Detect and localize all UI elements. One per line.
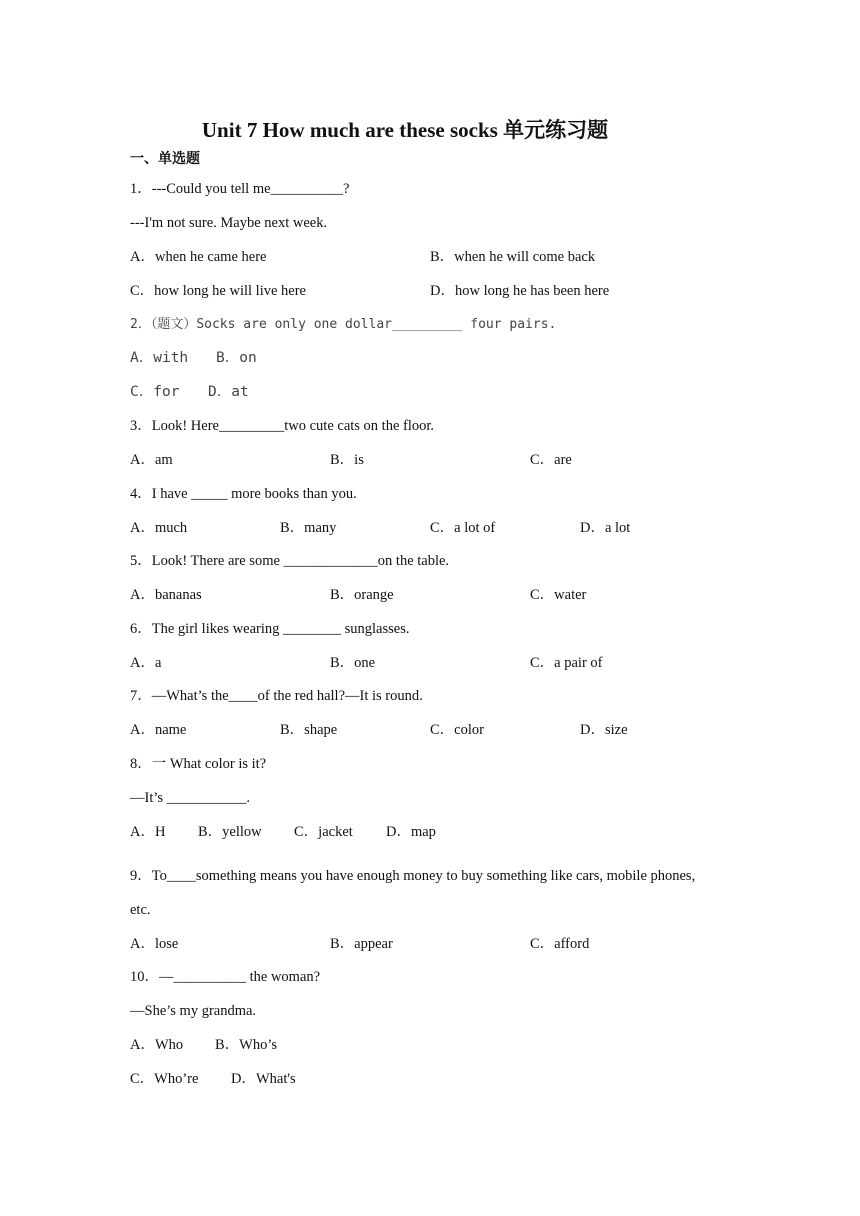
question-1-option-a[interactable]: A．when he came here: [130, 249, 267, 265]
question-4-option-a[interactable]: A．much: [130, 520, 188, 536]
question-8-stem: 8．一 What color is it?: [130, 756, 267, 772]
question-8-option-c[interactable]: C．jacket: [294, 824, 353, 840]
question-10-option-c[interactable]: C．Who’re: [130, 1071, 199, 1087]
question-10-option-a[interactable]: A．Who: [130, 1037, 184, 1053]
question-9-line2: etc.: [130, 902, 151, 918]
question-10-option-d[interactable]: D．What's: [231, 1071, 296, 1087]
question-6-option-a[interactable]: A．a: [130, 655, 162, 671]
question-6-option-c[interactable]: C．a pair of: [530, 655, 603, 671]
question-1-stem: 1．---Could you tell me__________?: [130, 181, 350, 197]
question-4-stem: 4．I have _____ more books than you.: [130, 486, 357, 502]
question-6-stem: 6．The girl likes wearing ________ sunglasses.: [130, 621, 410, 637]
question-7-option-d[interactable]: D．size: [580, 722, 628, 738]
question-7-stem: 7．—What’s the____of the red hall?—It is round.: [130, 688, 423, 704]
question-7-option-c[interactable]: C．color: [430, 722, 484, 738]
question-2-option-c[interactable]: C．for: [130, 384, 180, 400]
question-4-option-d[interactable]: D．a lot: [580, 520, 631, 536]
question-9-stem: 9．To____something means you have enough money to buy something like cars, mobile phones,: [130, 868, 696, 884]
question-8-line2: —It’s ___________.: [130, 790, 251, 806]
question-9-option-b[interactable]: B．appear: [330, 936, 393, 952]
question-5-option-b[interactable]: B．orange: [330, 587, 394, 603]
question-1-option-c[interactable]: C．how long he will live here: [130, 283, 306, 299]
page-title: Unit 7 How much are these socks 单元练习题: [201, 118, 609, 142]
question-7-option-a[interactable]: A．name: [130, 722, 187, 738]
question-3-option-a[interactable]: A．am: [130, 452, 173, 468]
section-heading: 一、单选题: [130, 152, 200, 167]
question-5-option-c[interactable]: C．water: [530, 587, 587, 603]
question-10-line2: —She’s my grandma.: [130, 1003, 257, 1019]
question-2-option-d[interactable]: D．at: [208, 384, 249, 400]
question-9-option-a[interactable]: A．lose: [130, 936, 179, 952]
question-4-option-c[interactable]: C．a lot of: [430, 520, 496, 536]
question-2-option-a[interactable]: A．with: [130, 350, 189, 366]
question-8-option-d[interactable]: D．map: [386, 824, 436, 840]
question-2-text: 2．（题文）Socks are only one dollar_________ four pairs.: [130, 317, 557, 332]
question-1-option-d[interactable]: D．how long he has been here: [430, 283, 610, 299]
question-10-option-b[interactable]: B．Who’s: [215, 1037, 278, 1053]
question-3-option-b[interactable]: B．is: [330, 452, 364, 468]
question-3-stem: 3．Look! Here_________two cute cats on the floor.: [130, 418, 435, 434]
question-2-option-b[interactable]: B．on: [216, 350, 257, 366]
question-1-option-b[interactable]: B．when he will come back: [430, 249, 596, 265]
question-4-option-b[interactable]: B．many: [280, 520, 337, 536]
question-8-option-b[interactable]: B．yellow: [198, 824, 262, 840]
question-8-option-a[interactable]: A．H: [130, 824, 166, 840]
question-2-stem: [130, 314, 556, 335]
question-1-line2: ---I'm not sure. Maybe next week.: [130, 215, 328, 231]
question-9-option-c[interactable]: C．afford: [530, 936, 590, 952]
question-5-stem: 5．Look! There are some _____________on the table.: [130, 553, 450, 569]
question-6-option-b[interactable]: B．one: [330, 655, 376, 671]
question-7-option-b[interactable]: B．shape: [280, 722, 338, 738]
question-3-option-c[interactable]: C．are: [530, 452, 572, 468]
question-10-stem: 10．—__________ the woman?: [130, 969, 321, 985]
question-5-option-a[interactable]: A．bananas: [130, 587, 202, 603]
